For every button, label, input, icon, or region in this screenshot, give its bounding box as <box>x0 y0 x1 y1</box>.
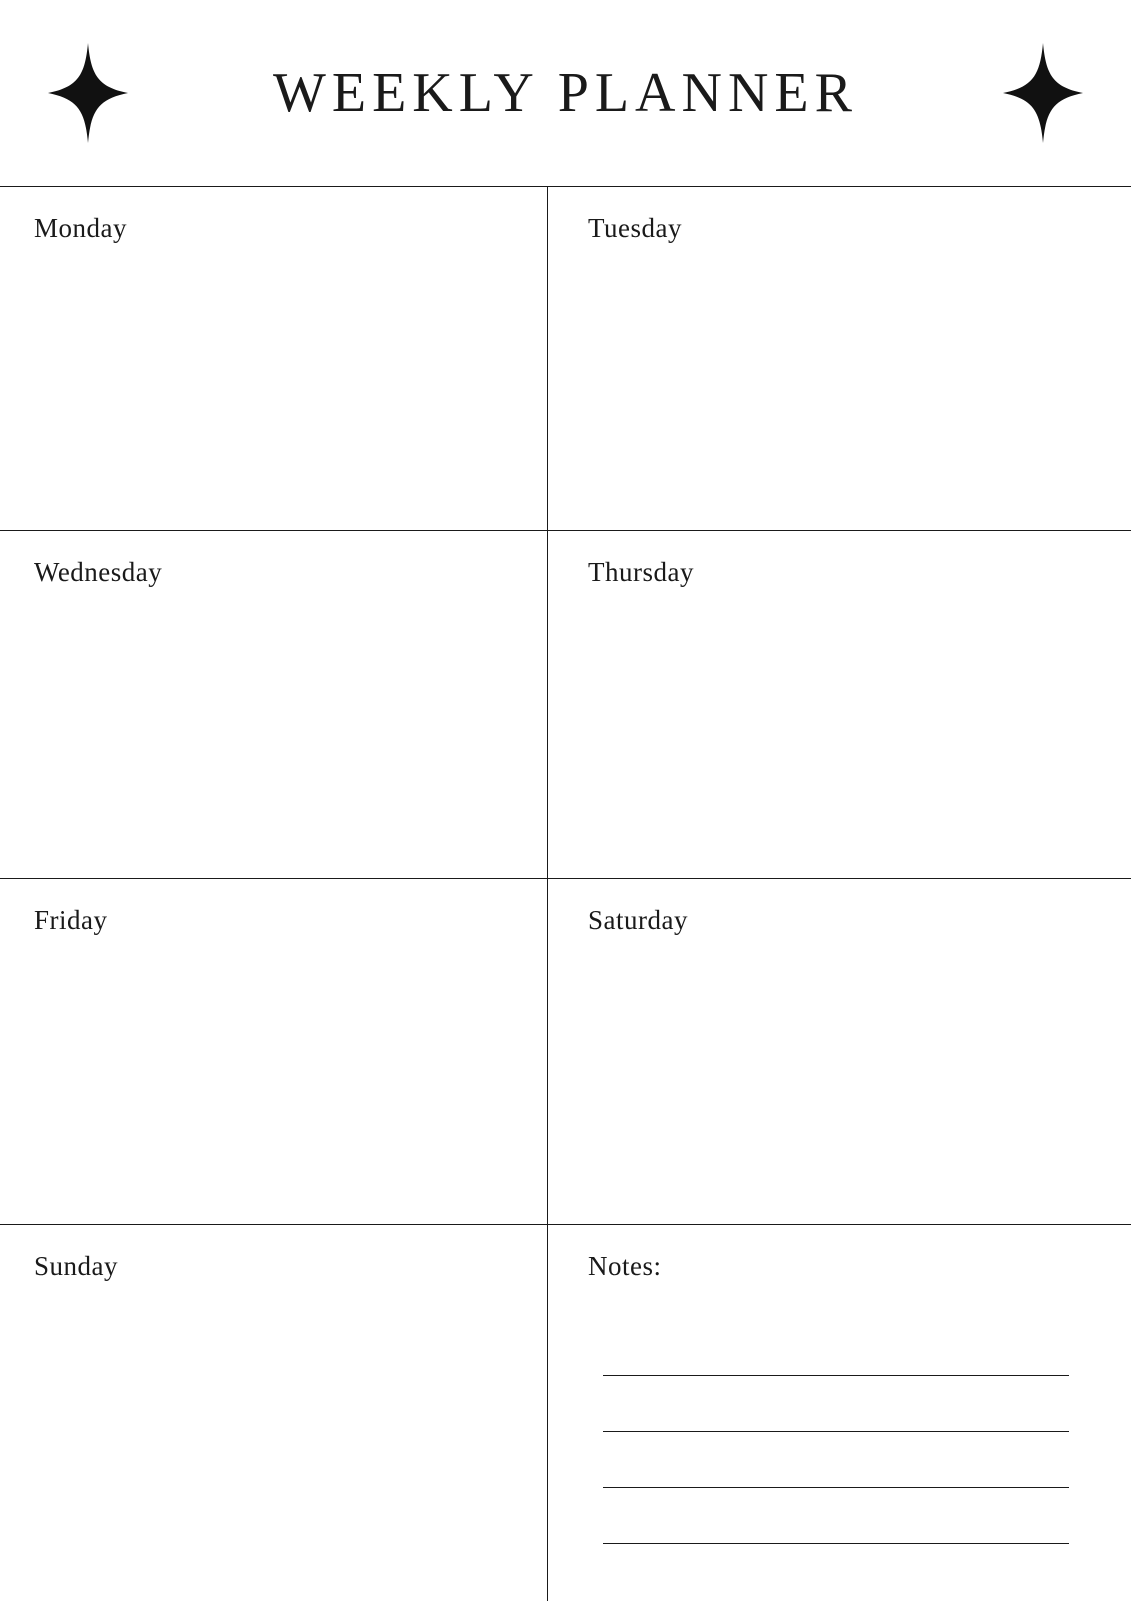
day-label: Thursday <box>588 557 694 587</box>
notes-cell[interactable] <box>548 1225 1131 1601</box>
day-label: Saturday <box>588 905 688 935</box>
sparkle-icon <box>1003 43 1083 143</box>
day-label: Friday <box>34 905 108 935</box>
day-label: Tuesday <box>588 213 683 243</box>
day-cell-wednesday[interactable] <box>0 531 548 879</box>
planner-grid <box>0 186 1131 1600</box>
day-label: Sunday <box>34 1251 118 1281</box>
day-label: Wednesday <box>34 557 163 587</box>
day-cell-saturday[interactable] <box>548 879 1131 1225</box>
day-cell-thursday[interactable] <box>548 531 1131 879</box>
notes-line[interactable] <box>603 1488 1069 1544</box>
page-title: WEEKLY PLANNER <box>273 62 858 124</box>
day-cell-sunday[interactable] <box>0 1225 548 1601</box>
notes-label: Notes: <box>588 1251 662 1281</box>
page-header <box>0 0 1131 186</box>
notes-line[interactable] <box>603 1320 1069 1376</box>
sparkle-icon <box>48 43 128 143</box>
day-cell-tuesday[interactable] <box>548 187 1131 531</box>
day-cell-friday[interactable] <box>0 879 548 1225</box>
day-cell-monday[interactable] <box>0 187 548 531</box>
notes-line[interactable] <box>603 1376 1069 1432</box>
day-label: Monday <box>34 213 127 243</box>
notes-line[interactable] <box>603 1432 1069 1488</box>
notes-lines <box>603 1320 1069 1544</box>
